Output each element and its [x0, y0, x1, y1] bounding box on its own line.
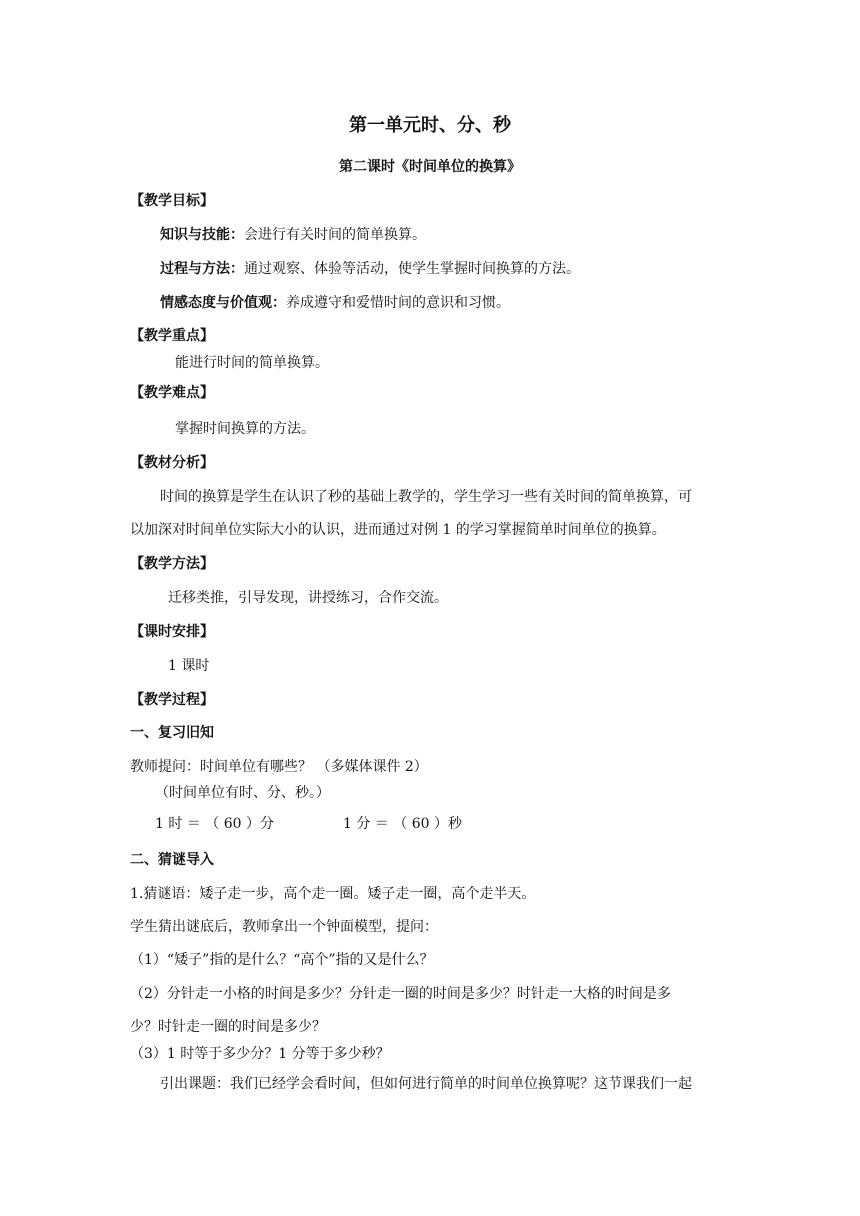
key-points-heading: 【教学重点】: [130, 328, 214, 344]
objective-knowledge: [160, 226, 426, 244]
objective-text: 会进行有关时间的简单换算。: [244, 227, 426, 243]
question-2-line-2: 少？时针走一圈的时间是多少？: [130, 1019, 326, 1035]
difficulties-heading: 【教学难点】: [130, 385, 214, 401]
question-2-line-1: （2）分针走一小格的时间是多少？分针走一圈的时间是多少？时针走一大格的时间是多: [130, 986, 671, 1002]
review-answer: （时间单位有时、分、秒。）: [155, 785, 330, 801]
equation-hour: 1 时 ＝ （ 60 ）分: [155, 816, 274, 832]
document-subtitle: 第二课时《时间单位的换算》: [339, 159, 521, 175]
review-question: 教师提问：时间单位有哪些？ （多媒体课件 2）: [130, 759, 428, 775]
methods-heading: 【教学方法】: [130, 556, 214, 572]
equation-minute: 1 分 ＝ （ 60 ）秒: [343, 816, 462, 832]
analysis-line-2: 以加深对时间单位实际大小的认识，进而通过对例 1 的学习掌握简单时间单位的换算。: [130, 522, 666, 538]
objective-emotion: [160, 294, 510, 312]
methods-text: 迁移类推，引导发现，讲授练习，合作交流。: [168, 590, 448, 606]
objectives-heading: 【教学目标】: [130, 193, 214, 209]
analysis-heading: 【教材分析】: [130, 455, 214, 471]
lead-in-text: 引出课题：我们已经学会看时间，但如何进行简单的时间单位换算呢？这节课我们一起: [160, 1076, 692, 1092]
question-1: （1）“矮子”指的是什么？“高个”指的又是什么？: [130, 952, 434, 968]
document-title: 第一单元时、分、秒: [349, 115, 511, 136]
difficulties-text: 掌握时间换算的方法。: [175, 421, 315, 437]
analysis-line-1: 时间的换算是学生在认识了秒的基础上教学的，学生学习一些有关时间的简单换算，可: [160, 489, 692, 505]
schedule-heading: 【课时安排】: [130, 624, 214, 640]
objective-text: 养成遵守和爱惜时间的意识和习惯。: [286, 295, 510, 311]
question-3: （3）1 时等于多少分？1 分等于多少秒？: [130, 1046, 390, 1062]
objective-process: [160, 260, 580, 278]
objective-label: 知识与技能：: [160, 227, 244, 243]
key-points-text: 能进行时间的简单换算。: [175, 355, 329, 371]
objective-label: 情感态度与价值观：: [160, 295, 286, 311]
section-review-title: 一、复习旧知: [130, 725, 214, 741]
section-riddle-title: 二、猜谜导入: [130, 852, 214, 868]
schedule-text: 1 课时: [168, 658, 210, 674]
process-heading: 【教学过程】: [130, 692, 214, 708]
objective-text: 通过观察、体验等活动，使学生掌握时间换算的方法。: [244, 261, 580, 277]
riddle-text: 1.猜谜语：矮子走一步，高个走一圈。矮子走一圈，高个走半天。: [130, 886, 536, 902]
objective-label: 过程与方法：: [160, 261, 244, 277]
riddle-intro: 学生猜出谜底后，教师拿出一个钟面模型，提问：: [130, 919, 438, 935]
